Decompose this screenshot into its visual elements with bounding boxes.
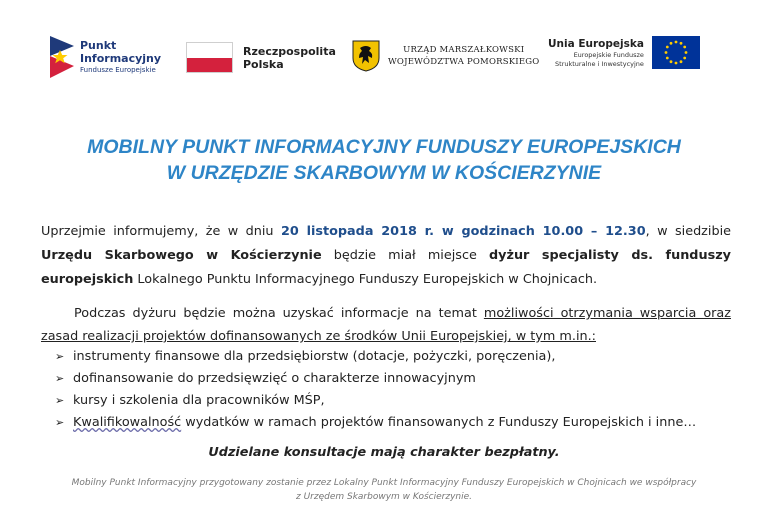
ue-logo-line3: Strukturalne i Inwestycyjne [555,59,644,68]
para1-connector: , w siedzibie [645,224,732,239]
unia-europejska-logo [548,36,700,69]
ue-logo-line1: Unia Europejska [548,37,644,50]
list-item-text: wydatków w ramach projektów finansowanych z Funduszy Europejskich i inne… [181,415,697,430]
rp-logo-line2: Polska [243,57,284,71]
fe-logo-line2: Informacyjny [80,52,162,65]
footer-line2: z Urzędem Skarbowym w Kościerzynie. [295,492,473,502]
arrowhead-bullet-icon: ➢ [55,416,65,429]
fe-star-mark-icon [50,36,74,78]
footer-line1: Mobilny Punkt Informacyjny przygotowany zostanie przez Lokalny Punkt Informacyjny Funduszy Europejskich w Chojnicach we współpracy [71,478,697,488]
event-date-time: 20 listopada 2018 r. w godzinach 10.00 – 12.30 [280,224,646,239]
pomorskie-griffin-crest-icon [352,40,380,72]
fe-logo-line3: Fundusze Europejskie [80,66,156,74]
para2-underlined: możliwości otrzymania wsparcia oraz zasad realizacji projektów dofinansowanych ze środków Unii Europejskiej, w tym m.in.: [41,306,731,344]
para1-ending: Lokalnego Punktu Informacyjnego Funduszy Europejskich w Chojnicach. [133,272,598,287]
fe-logo-line1: Punkt [80,39,117,52]
um-logo-line1: URZĄD MARSZAŁKOWSKI [403,45,525,55]
arrowhead-bullet-icon: ➢ [55,372,65,385]
list-item [55,412,735,434]
para1-connector2: będzie miał miejsce [321,248,489,263]
list-item [55,390,735,412]
rp-logo-line1: Rzeczpospolita [243,44,336,58]
topics-list [55,346,735,434]
um-logo-line2: WOJEWÓDZTWA POMORSKIEGO [388,57,540,67]
list-item [55,368,735,390]
logo-bar [0,28,768,88]
list-item [55,346,735,368]
office-name: Urzędu Skarbowego w Kościerzynie [41,248,322,263]
para2-intro: Podczas dyżuru będzie można uzyskać informacje na temat [74,306,484,321]
list-item-text: dofinansowanie do przedsięwzięć o charakterze innowacyjnym [73,371,476,386]
fundusze-europejskie-logo [50,36,161,78]
info-paragraph [41,302,731,348]
list-item-text: kursy i szkolenia dla pracowników MŚP, [73,393,325,408]
title-line1: MOBILNY PUNKT INFORMACYJNY FUNDUSZY EUROPEJSKICH [87,136,681,158]
para1-intro: Uprzejmie informujemy, że w dniu [41,224,281,239]
page-title [0,134,768,186]
spellcheck-word: Kwalifikowalność [73,415,182,430]
urzad-marszalkowski-logo [352,40,539,72]
ue-logo-line2: Europejskie Fundusze [573,50,644,59]
eu-flag-icon [652,36,700,69]
announcement-paragraph [41,220,731,292]
footer-note [60,476,708,504]
list-item-text: instrumenty finansowe dla przedsiębiorstw (dotacje, pożyczki, poręczenia), [73,349,556,364]
arrowhead-bullet-icon: ➢ [55,350,65,363]
polish-flag-icon [186,42,233,73]
title-line2: W URZĘDZIE SKARBOWYM W KOŚCIERZYNIE [166,162,602,184]
arrowhead-bullet-icon: ➢ [55,394,65,407]
free-consultation-note: Udzielane konsultacje mają charakter bezpłatny. [208,445,560,460]
rzeczpospolita-polska-logo [186,42,336,73]
duty-description: dyżur specjalisty ds. funduszy europejskich [41,248,731,287]
